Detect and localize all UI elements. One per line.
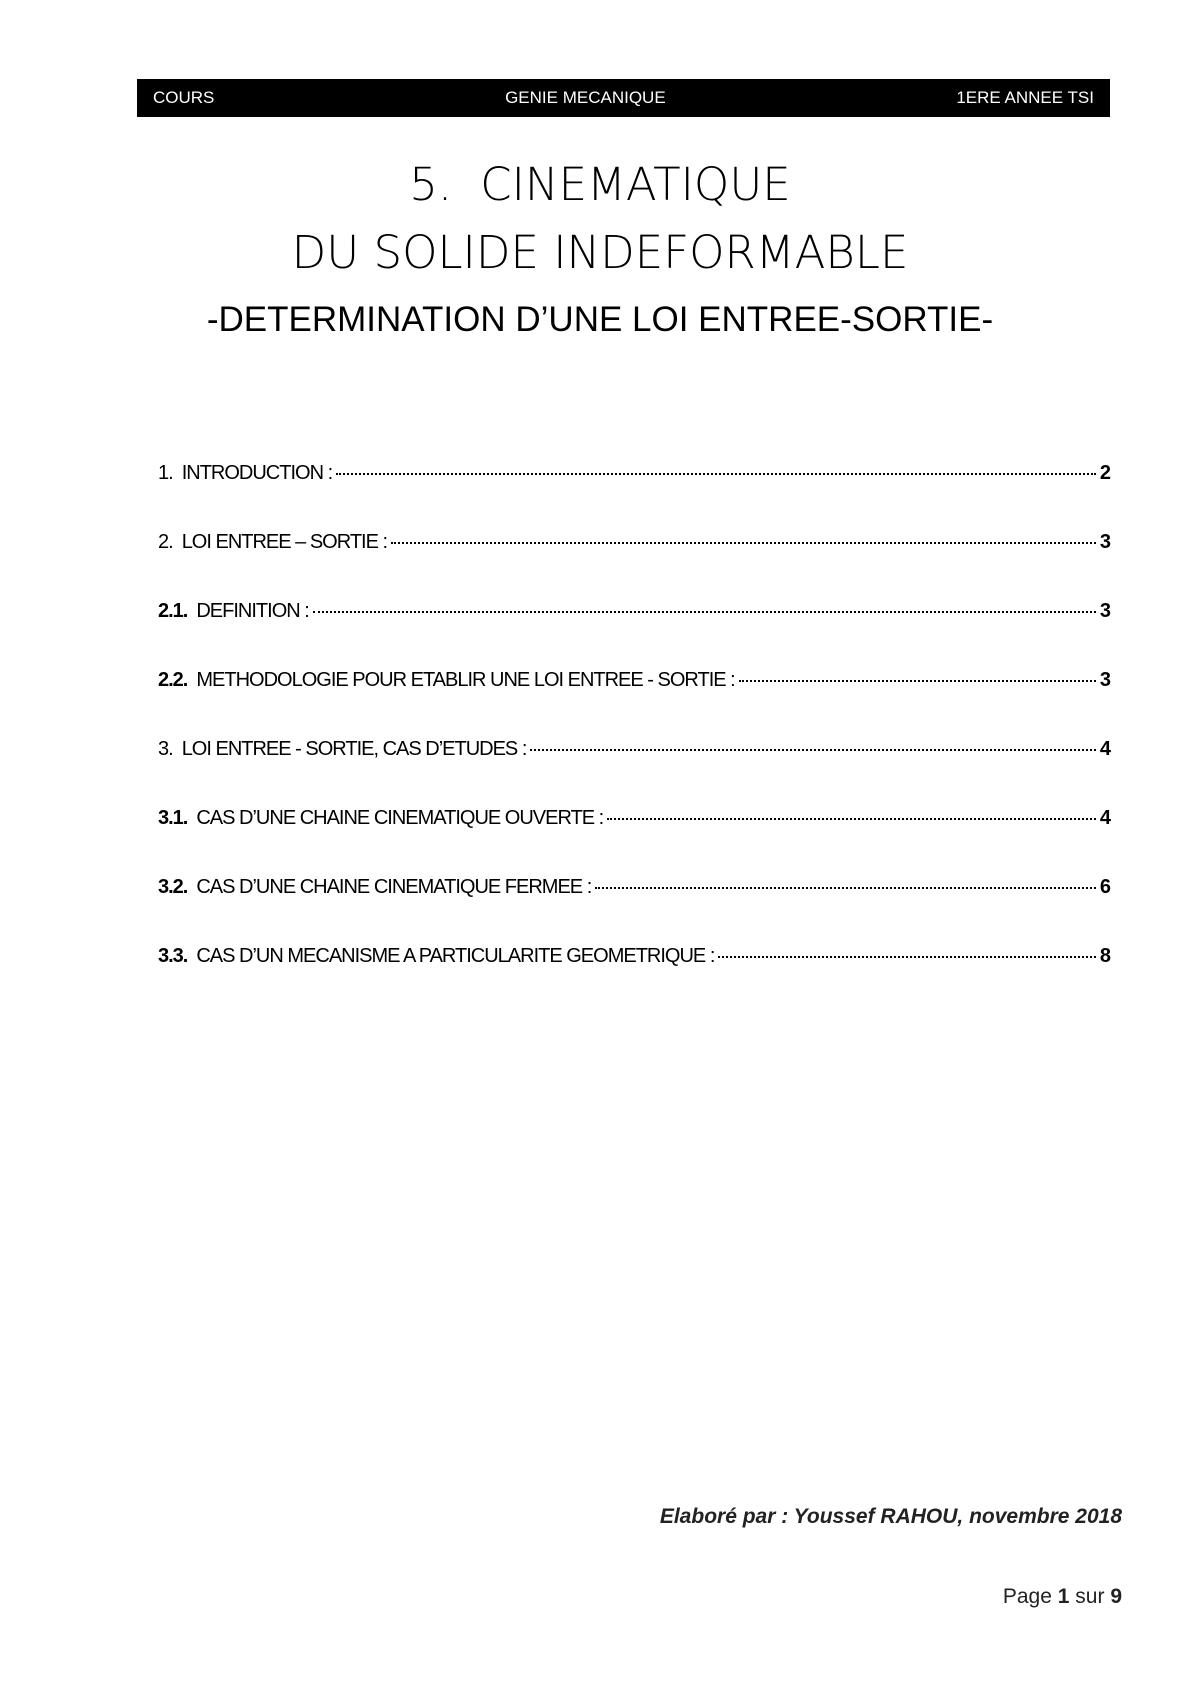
toc-dot-leader [718,956,1096,958]
toc-entry[interactable] [158,738,1110,807]
toc-entry-title: METHODOLOGIE POUR ETABLIR UNE LOI ENTREE - SORTIE : [196,669,735,691]
toc-entry-page: 3 [1099,531,1110,553]
chapter-title-line2: DU SOLIDE INDEFORMABLE [291,226,909,279]
toc-entry-title: INTRODUCTION : [181,462,333,484]
page-footer [1003,1585,1122,1609]
toc-entry-number: 3.2. [158,876,188,898]
page-current: 1 [1057,1585,1070,1608]
toc-entry[interactable] [158,600,1110,669]
toc-entry-page: 4 [1099,738,1110,760]
chapter-subtitle: -DETERMINATION D’UNE LOI ENTREE-SORTIE- [206,300,994,339]
toc-entry[interactable] [158,807,1110,876]
chapter-title [0,158,1200,211]
toc-entry-page: 3 [1099,669,1110,691]
toc-dot-leader [739,680,1096,682]
header-center: GENIE MECANIQUE [505,88,666,107]
toc-entry-number: 2. [158,531,173,553]
toc-entry-page: 6 [1099,876,1110,898]
page-word: Page [1002,1585,1052,1608]
toc-entry-page: 3 [1099,600,1110,622]
header-right: 1ERE ANNEE TSI [956,88,1094,107]
toc-entry-title: CAS D’UN MECANISME A PARTICULARITE GEOMETRIQUE : [196,945,715,967]
toc-entry-number: 2.2. [158,669,188,691]
toc-entry-number: 3.3. [158,945,188,967]
author-credit: Elaboré par : Youssef RAHOU, novembre 2018 [659,1505,1122,1528]
sur-word: sur [1075,1585,1105,1608]
table-of-contents [158,462,1110,1014]
toc-entry-title: CAS D’UNE CHAINE CINEMATIQUE FERMEE : [196,876,592,898]
toc-entry[interactable] [158,531,1110,600]
toc-entry-number: 3.1. [158,807,188,829]
toc-entry-number: 2.1. [158,600,188,622]
toc-entry-number: 3. [158,738,173,760]
toc-dot-leader [607,818,1096,820]
toc-entry[interactable] [158,945,1110,1014]
toc-entry[interactable] [158,669,1110,738]
running-header [137,79,1110,117]
toc-entry-title: LOI ENTREE - SORTIE, CAS D’ETUDES : [181,738,527,760]
chapter-number: 5. [409,158,453,211]
toc-entry-title: CAS D’UNE CHAINE CINEMATIQUE OUVERTE : [196,807,604,829]
toc-entry[interactable] [158,876,1110,945]
toc-entry-title: DEFINITION : [196,600,309,622]
toc-entry-title: LOI ENTREE – SORTIE : [181,531,388,553]
toc-entry[interactable] [158,462,1110,531]
toc-dot-leader [391,542,1096,544]
toc-entry-page: 8 [1099,945,1110,967]
toc-entry-number: 1. [158,462,173,484]
toc-dot-leader [313,611,1096,613]
toc-entry-page: 2 [1099,462,1110,484]
toc-dot-leader [595,887,1096,889]
toc-dot-leader [530,749,1095,751]
chapter-title-line1: CINEMATIQUE [480,158,791,211]
header-left: COURS [153,88,215,107]
page-total: 9 [1110,1585,1122,1608]
toc-dot-leader [336,473,1096,475]
toc-entry-page: 4 [1099,807,1110,829]
